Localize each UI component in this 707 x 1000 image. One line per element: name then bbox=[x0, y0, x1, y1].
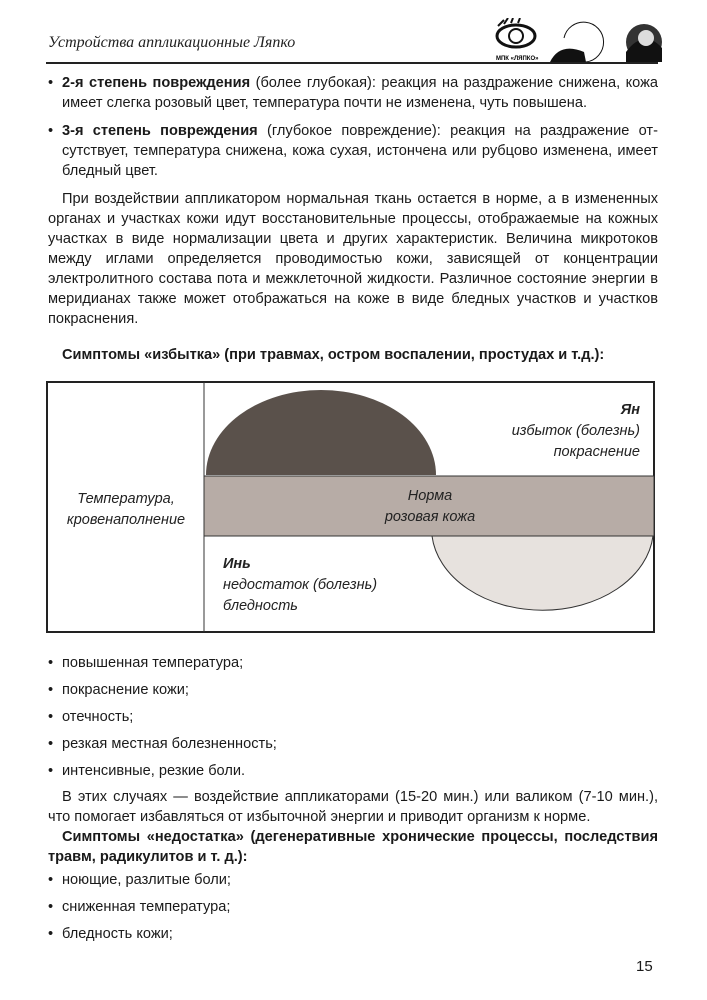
damage-degrees-list bbox=[48, 73, 658, 181]
section-heading: Симптомы «недостатка» (дегенеративные хронические процессы, последствия травм, радикулитов и т. д.): bbox=[48, 829, 658, 865]
list-item: • резкая местная болезненность; bbox=[48, 731, 658, 758]
list-item: • повышенная температура; bbox=[48, 650, 658, 677]
paragraph: При воздействии аппликатором нормальная ткань остается в норме, а в измененных органах и участках кожи идут восстановительные процессы, отображаемые на кожных участках в виде нормализации цвета и других характеристик. Величина микротоков между иглами определяется проводимостью кожи, зависящей от концентрации электролитного состава пота и межклеточной жидкости. Различное состояние энергии в меридианах также может отображаться на коже в виде бледных участков и участков покраснения. bbox=[48, 191, 658, 327]
list-item: • сниженная температура; bbox=[48, 894, 658, 921]
left-label: Температура, кровенаполнение bbox=[66, 491, 186, 528]
list-item: • 3-я степень повреждения (глубокое повреждение): реакция на раздражение отсутствует, температура снижена, кожа сухая, истончена или рубцово изменена, имеет бледный цвет. bbox=[48, 121, 658, 181]
list-item: • интенсивные, резкие боли. bbox=[48, 758, 658, 785]
norm-label: Норма розовая кожа bbox=[384, 488, 476, 525]
brand-logos bbox=[494, 18, 664, 64]
eye-logo-icon bbox=[497, 18, 535, 47]
header-rule bbox=[46, 62, 658, 64]
paragraph: В этих случаях — воздействие аппликаторами (15-20 мин.) или валиком (7-10 мин.), что помогает избавляться от избыточной энергии и приводит организм к норме. bbox=[48, 789, 658, 825]
hedgehog-badge-icon bbox=[626, 24, 662, 62]
excess-symptoms-list bbox=[48, 650, 658, 785]
hedgehog-sun-icon bbox=[550, 22, 604, 62]
logo-text: МПК «ЛЯПКО» bbox=[496, 56, 539, 62]
running-header: Устройства аппликационные Ляпко bbox=[48, 34, 296, 51]
list-item: • 2-я степень повреждения (более глубокая): реакция на раздражение снижена, кожа имеет слегка розовый цвет, температура почти не изменена, чуть повышена. bbox=[48, 73, 658, 113]
yin-label: Инь недостаток (болезнь) бледность bbox=[223, 556, 378, 614]
deficit-symptoms-list bbox=[48, 867, 658, 948]
page-number: 15 bbox=[636, 958, 653, 975]
list-item: • ноющие, разлитые боли; bbox=[48, 867, 658, 894]
yang-label: Ян избыток (болезнь) покраснение bbox=[511, 402, 640, 460]
section-heading: Симптомы «избытка» (при травмах, остром воспалении, простудах и т.д.): bbox=[62, 347, 605, 363]
list-item: • покраснение кожи; bbox=[48, 677, 658, 704]
list-item: • отечность; bbox=[48, 704, 658, 731]
list-item: • бледность кожи; bbox=[48, 921, 658, 948]
